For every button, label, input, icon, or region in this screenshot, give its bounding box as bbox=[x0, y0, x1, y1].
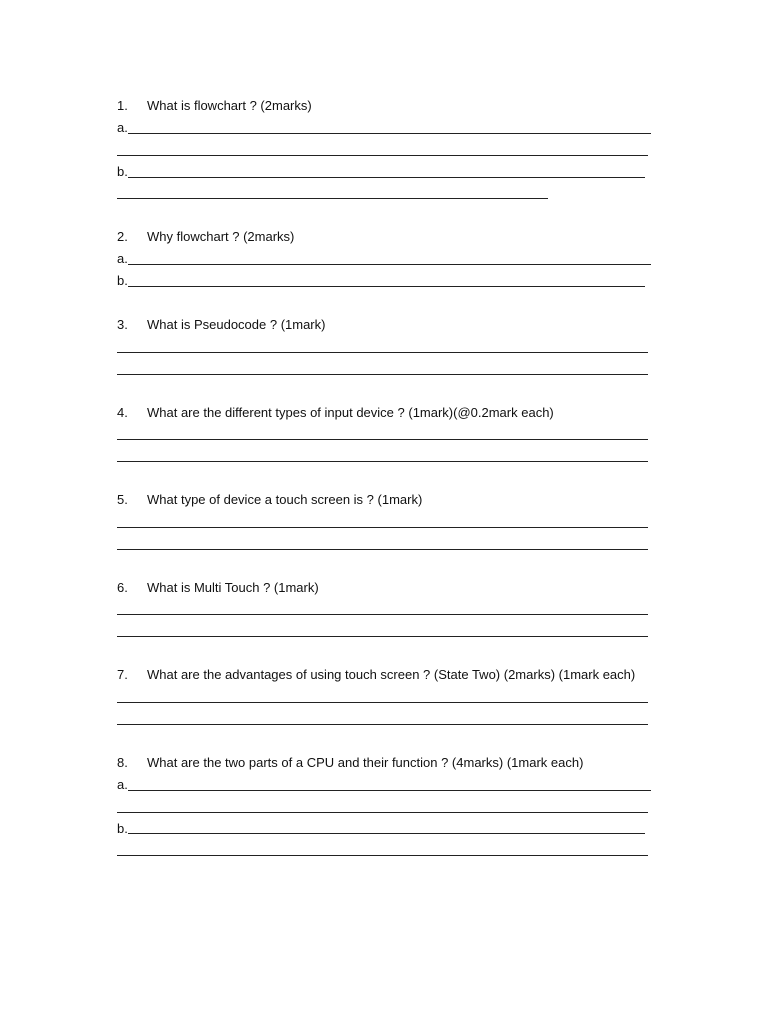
answer-blank bbox=[117, 461, 648, 462]
question-number: 1. bbox=[117, 98, 128, 113]
answer-label-b: b. bbox=[117, 820, 128, 836]
answer-blank bbox=[117, 155, 648, 156]
question-text: Why flowchart ? (2marks) bbox=[147, 229, 295, 245]
answer-line bbox=[117, 183, 548, 205]
answer-line bbox=[117, 620, 648, 642]
answer-blank bbox=[117, 527, 648, 528]
answer-blank bbox=[117, 198, 548, 199]
question-number: 4. bbox=[117, 404, 128, 420]
answer-line bbox=[117, 708, 648, 730]
answer-label-a: a. bbox=[117, 251, 128, 267]
question-number: 7. bbox=[117, 667, 128, 683]
question-5 bbox=[117, 489, 651, 511]
question-number: 5. bbox=[117, 492, 128, 508]
question-text: What are the advantages of using touch screen ? (State Two) (2marks) (1mark each) bbox=[147, 667, 636, 683]
question-7 bbox=[117, 664, 651, 686]
question-2 bbox=[117, 226, 651, 248]
spacer bbox=[117, 642, 657, 664]
answer-line bbox=[117, 423, 648, 445]
answer-label-b: b. bbox=[117, 273, 128, 289]
answer-line bbox=[117, 796, 648, 818]
answer-blank bbox=[128, 286, 645, 287]
question-text: What are the two parts of a CPU and their function ? (4marks) (1mark each) bbox=[147, 754, 584, 770]
question-text: What are the different types of input device ? (1mark)(@0.2mark each) bbox=[147, 404, 554, 420]
spacer bbox=[117, 467, 657, 489]
question-list bbox=[117, 95, 657, 861]
question-4 bbox=[117, 402, 651, 424]
answer-line bbox=[117, 139, 648, 161]
answer-label-a: a. bbox=[117, 776, 128, 792]
answer-blank bbox=[117, 614, 648, 615]
answer-line bbox=[117, 839, 648, 861]
question-number: 8. bbox=[117, 754, 128, 770]
answer-blank bbox=[117, 439, 648, 440]
question-6 bbox=[117, 577, 651, 599]
question-text: What is Multi Touch ? (1mark) bbox=[147, 579, 319, 595]
question-text: What is Pseudocode ? (1mark) bbox=[147, 316, 326, 332]
answer-blank bbox=[117, 549, 648, 550]
answer-line bbox=[117, 358, 648, 380]
question-number: 3. bbox=[117, 316, 128, 332]
answer-blank bbox=[117, 724, 648, 725]
answer-label-b: b. bbox=[117, 163, 128, 179]
question-3 bbox=[117, 314, 651, 336]
answer-line-b bbox=[117, 270, 645, 292]
answer-line bbox=[117, 599, 648, 621]
answer-line-a bbox=[117, 117, 651, 139]
answer-blank bbox=[117, 812, 648, 813]
answer-blank bbox=[117, 352, 648, 353]
spacer bbox=[117, 380, 657, 402]
answer-blank bbox=[117, 702, 648, 703]
answer-blank bbox=[128, 790, 651, 791]
answer-line-a bbox=[117, 248, 651, 270]
question-text: What type of device a touch screen is ? (1mark) bbox=[147, 492, 423, 508]
spacer bbox=[117, 204, 657, 226]
answer-line-a bbox=[117, 774, 651, 796]
answer-label-a: a. bbox=[117, 119, 128, 135]
answer-blank bbox=[117, 636, 648, 637]
spacer bbox=[117, 730, 657, 752]
answer-blank bbox=[128, 177, 645, 178]
question-1 bbox=[117, 95, 651, 117]
question-8 bbox=[117, 752, 651, 774]
answer-blank bbox=[128, 833, 645, 834]
question-text: What is flowchart ? (2marks) bbox=[147, 98, 312, 113]
spacer bbox=[117, 555, 657, 577]
question-number: 6. bbox=[117, 579, 128, 595]
spacer bbox=[117, 292, 657, 314]
answer-line-b bbox=[117, 161, 645, 183]
answer-line bbox=[117, 533, 648, 555]
answer-blank bbox=[117, 374, 648, 375]
answer-blank bbox=[128, 133, 651, 134]
question-number: 2. bbox=[117, 229, 128, 245]
answer-line bbox=[117, 445, 648, 467]
answer-line bbox=[117, 686, 648, 708]
answer-line-b bbox=[117, 818, 645, 840]
answer-blank bbox=[128, 264, 651, 265]
answer-line bbox=[117, 336, 648, 358]
answer-line bbox=[117, 511, 648, 533]
answer-blank bbox=[117, 855, 648, 856]
